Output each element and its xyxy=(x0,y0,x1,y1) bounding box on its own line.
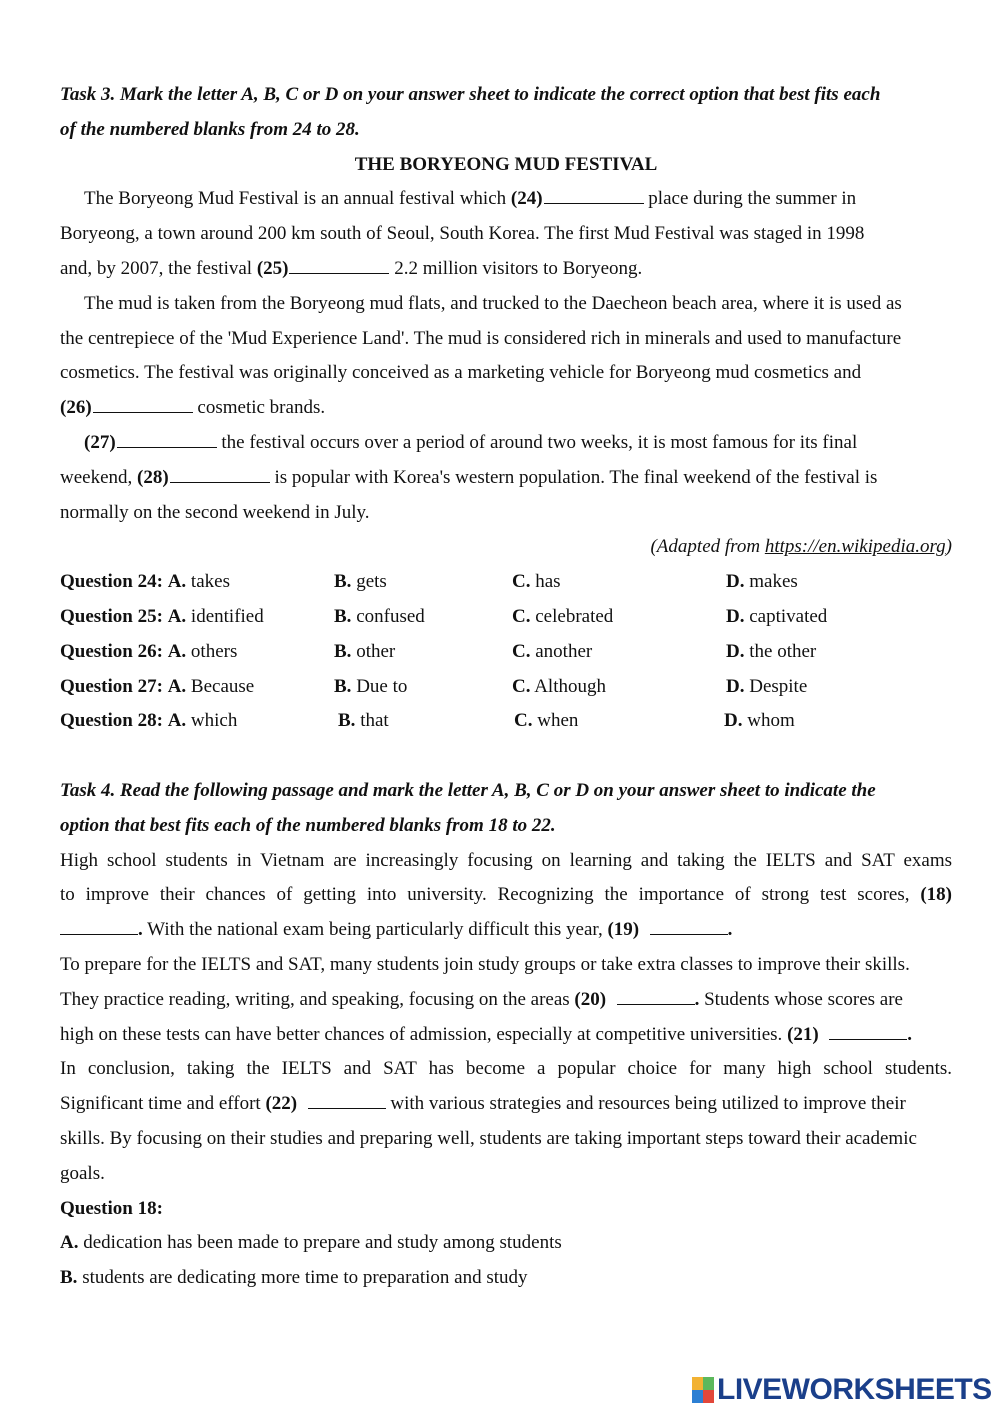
task3-p3-line3: normally on the second weekend in July. xyxy=(60,501,370,523)
liveworksheets-logo-icon xyxy=(692,1377,714,1403)
task4-p2-line3: high on these tests can have better chances of admission, especially at competitive universities. (21) . xyxy=(60,1018,952,1053)
blank-25[interactable] xyxy=(289,255,389,274)
task4-p3-line3: skills. By focusing on their studies and preparing well, students are taking important steps toward their academic xyxy=(60,1127,917,1149)
task4-p3-line2: Significant time and effort (22) with various strategies and resources being utilized to improve their xyxy=(60,1087,952,1122)
liveworksheets-logo[interactable] xyxy=(692,1372,992,1408)
task4-p3-line1: In conclusion, taking the IELTS and SAT has become a popular choice for many high school students. xyxy=(60,1058,952,1080)
option-25-c[interactable]: celebrated xyxy=(535,605,614,627)
task3-p2-line2: the centrepiece of the 'Mud Experience Land'. The mud is considered rich in minerals and used to manufacture xyxy=(60,327,902,349)
task4-instruction-line1: Task 4. Read the following passage and mark the letter A, B, C or D on your answer sheet to indicate the xyxy=(60,779,876,801)
logo-square-2 xyxy=(703,1377,714,1390)
option-26-c[interactable]: another xyxy=(535,640,593,662)
option-26-d[interactable]: the other xyxy=(749,640,817,662)
blank-22[interactable] xyxy=(308,1090,386,1109)
option-27-d[interactable]: Despite xyxy=(749,675,808,697)
option-24-b[interactable]: gets xyxy=(356,571,387,593)
task3-instruction-line1: Task 3. Mark the letter A, B, C or D on your answer sheet to indicate the correct option that best fits each xyxy=(60,84,881,105)
blank-26[interactable] xyxy=(93,394,193,413)
question-24-row: Question 24: A. takes B. gets C. has D. makes xyxy=(60,571,798,593)
task3-p2-line3: cosmetics. The festival was originally conceived as a marketing vehicle for Boryeong mud cosmetics and xyxy=(60,362,862,384)
blank-24[interactable] xyxy=(544,185,644,204)
blank-19[interactable] xyxy=(650,916,728,935)
task4-p1-line3: . With the national exam being particularly difficult this year, (19) . xyxy=(60,913,952,948)
option-24-d[interactable]: makes xyxy=(749,571,798,593)
logo-square-4 xyxy=(703,1390,714,1403)
option-25-b[interactable]: confused xyxy=(356,605,425,627)
task4-instruction-line2: option that best fits each of the numbered blanks from 18 to 22. xyxy=(60,814,556,836)
task3-instruction-line2: of the numbered blanks from 24 to 28. xyxy=(60,118,360,140)
option-26-a[interactable]: others xyxy=(190,640,238,662)
task4-p2-line1: To prepare for the IELTS and SAT, many students join study groups or take extra classes to improve their skills. xyxy=(60,953,910,975)
blank-21[interactable] xyxy=(829,1021,907,1040)
blank-27[interactable] xyxy=(117,429,217,448)
task3-p1-line1: The Boryeong Mud Festival is an annual festival which (24) place during the summer in xyxy=(60,182,952,217)
task4-p2-line2: They practice reading, writing, and speaking, focusing on the areas (20) . Students whose scores are xyxy=(60,983,952,1018)
question-26-row: Question 26: A. others B. other C. another D. the other xyxy=(60,640,817,662)
option-25-a[interactable]: identified xyxy=(190,605,264,627)
option-25-d[interactable]: captivated xyxy=(749,605,828,627)
option-27-b[interactable]: Due to xyxy=(356,675,408,697)
task4-p1-line2: to improve their chances of getting into university. Recognizing the importance of strong test scores, (18) xyxy=(60,884,952,906)
blank-18[interactable] xyxy=(60,916,138,935)
option-24-a[interactable]: takes xyxy=(190,571,230,593)
option-28-a[interactable]: which xyxy=(190,710,238,732)
question-28-row: Question 28: A. which B. that C. when D. whom xyxy=(60,710,795,732)
source-link[interactable]: https://en.wikipedia.org xyxy=(764,536,946,558)
question-27-row: Question 27: A. Because B. Due to C. Although D. Despite xyxy=(60,675,808,697)
task3-p1-line2: Boryeong, a town around 200 km south of Seoul, South Korea. The first Mud Festival was staged in 1998 xyxy=(60,223,865,245)
task4-p3-line4: goals. xyxy=(60,1162,105,1184)
question-18-option-a[interactable]: A. dedication has been made to prepare and study among students xyxy=(60,1232,562,1254)
section-spacer xyxy=(60,739,952,774)
option-28-d[interactable]: whom xyxy=(747,710,795,732)
option-28-c[interactable]: when xyxy=(537,710,579,732)
option-24-c[interactable]: has xyxy=(535,571,561,593)
task3-p2-line4: (26) cosmetic brands. xyxy=(60,391,952,426)
logo-square-3 xyxy=(692,1390,703,1403)
question-18-option-b[interactable]: B. students are dedicating more time to preparation and study xyxy=(60,1267,528,1289)
task3-p3-line1: (27) the festival occurs over a period of around two weeks, it is most famous for its final xyxy=(60,426,952,461)
option-28-b[interactable]: that xyxy=(360,710,389,732)
task4-p1-line1: High school students in Vietnam are increasingly focusing on learning and taking the IELTS and SAT exams xyxy=(60,849,952,871)
worksheet-page xyxy=(60,78,952,1296)
source-citation: (Adapted from https://en.wikipedia.org) xyxy=(650,536,952,558)
liveworksheets-logo-text: LIVEWORKSHEETS xyxy=(717,1373,992,1406)
task3-p3-line2: weekend, (28) is popular with Korea's western population. The final weekend of the festival is xyxy=(60,461,952,496)
passage-title: THE BORYEONG MUD FESTIVAL xyxy=(354,153,658,175)
logo-square-1 xyxy=(692,1377,703,1390)
blank-20[interactable] xyxy=(617,986,695,1005)
question-25-row: Question 25: A. identified B. confused C. celebrated D. captivated xyxy=(60,605,828,627)
task3-p1-line3: and, by 2007, the festival (25) 2.2 million visitors to Boryeong. xyxy=(60,252,952,287)
option-26-b[interactable]: other xyxy=(356,640,396,662)
question-18-label: Question 18: xyxy=(60,1197,163,1219)
task3-p2-line1: The mud is taken from the Boryeong mud flats, and trucked to the Daecheon beach area, where it is used as xyxy=(84,292,902,314)
option-27-a[interactable]: Because xyxy=(190,675,255,697)
option-27-c[interactable]: Although xyxy=(534,675,606,697)
blank-28[interactable] xyxy=(170,464,270,483)
